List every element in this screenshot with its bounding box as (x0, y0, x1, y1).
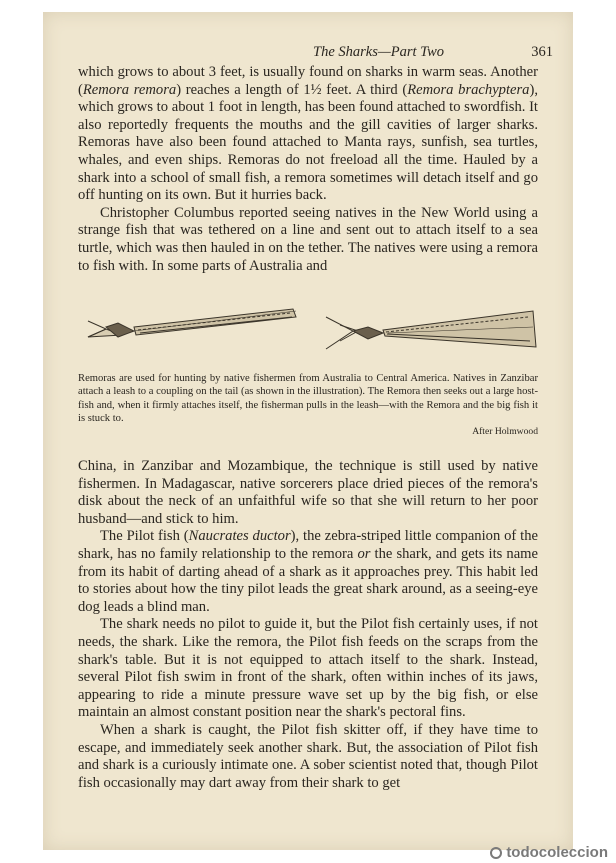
caption-text: Remoras are used for hunting by native fishermen from Australia to Central America. Natives in Zanzibar attach a leash to a coupling on the tail (as shown in the illustration). The Remora then seeks out a large host-fish and, when it firmly attaches itself, the fisherman pulls in the leash—with the Remora and the big fish it is stuck to. (78, 373, 538, 425)
figure-caption (78, 372, 538, 438)
paragraph-5: The shark needs no pilot to guide it, but the Pilot fish certainly uses, if not needs, the shark. Like the remora, the Pilot fish feeds on the scraps from the shark's table. But it is not equipped to attach itself to the shark. Instead, several Pilot fish swim in front of the shark, often within inches of its jaws, appearing to ride a minute pressure wave set up by the big fish, or else maintain an almost constant position near the shark's pectoral fins. (78, 616, 538, 721)
paragraph-3: China, in Zanzibar and Mozambique, the technique is still used by native fishermen. In Madagascar, native sorcerers place dried pieces of the remora's disk about the neck of an unfaithful wife so that she will return to her poor husband—and stick to him. (78, 458, 538, 527)
species-name: Remora brachyptera (407, 81, 530, 98)
watermark-text: todocoleccion (506, 844, 608, 861)
text-block-bottom (78, 458, 538, 792)
caption-credit: After Holmwood (472, 425, 538, 437)
paragraph-1: which grows to about 3 feet, is usually found on sharks in warm seas. Another (Remora remora) reaches a length of 1½ feet. A third (Remora brachyptera), which grows to about 1 foot in length, has been found attached to swordfish. It also reportedly frequents the mouths and the gill cavities of larger sharks. Remoras have also been found attached to Manta rays, sunfish, sea turtles, whales, and even ships. Remoras do not freeload all the time. Hauled by a shark into a school of small fish, a remora sometimes will detach itself and go off hunting on its own. But it hurries back. (78, 64, 538, 204)
emphasis-word: or (357, 545, 371, 562)
running-title: The Sharks—Part Two (313, 44, 445, 60)
watermark-logo-icon (490, 847, 502, 859)
book-page (43, 12, 573, 850)
running-header (313, 44, 553, 61)
watermark (490, 844, 608, 861)
species-name: Remora remora (82, 81, 177, 98)
paragraph-4: The Pilot fish (Naucrates ductor), the zebra-striped little companion of the shark, has no family relationship to the remora or the shark, and gets its name from its habit of darting ahead of a shark as it approaches prey. This habit led to stories about how the tiny pilot leads the great shark around, as a seeing-eye dog leads a blind man. (78, 528, 539, 615)
text-block-top (78, 64, 538, 275)
paragraph-6: When a shark is caught, the Pilot fish skitter off, if they have time to escape, and immediately seek another shark. But, the association of Pilot fish and shark is a curiously intimate one. A sober scientist noted that, though Pilot fish occasionally may dart away from their shark to get (78, 721, 538, 791)
paragraph-2: Christopher Columbus reported seeing natives in the New World using a strange fish that was tethered on a line and sent out to attach itself to a sea turtle, which was then hauled in on the tether. The natives were using a remora to fish with. In some parts of Australia and (78, 204, 538, 274)
remora-left-drawing (88, 309, 296, 337)
species-name: Naucrates ductor (188, 528, 291, 545)
remora-right-drawing (326, 311, 536, 349)
remora-illustration (78, 297, 538, 361)
page-number: 361 (531, 44, 553, 60)
